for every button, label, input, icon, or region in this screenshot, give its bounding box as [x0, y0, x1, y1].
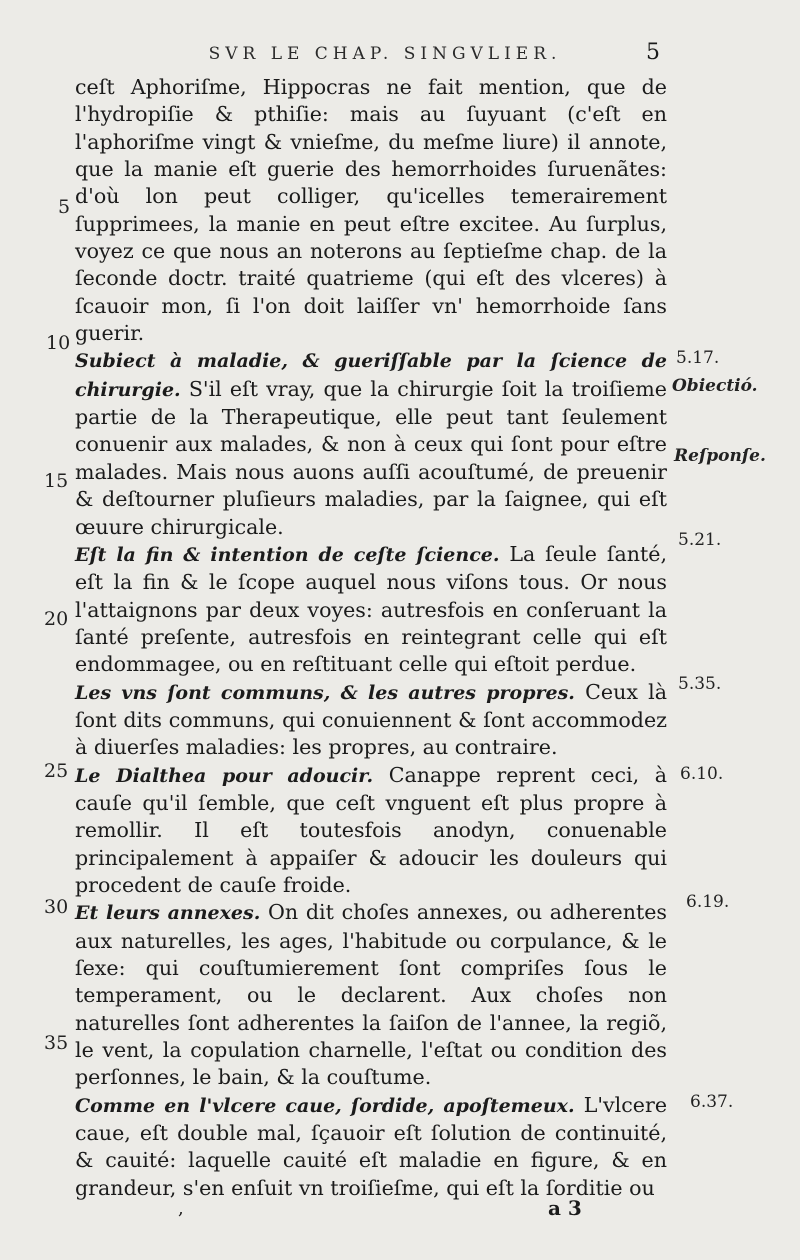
margin-note: 6.10.	[680, 764, 724, 784]
body-text	[75, 74, 667, 1202]
line-number: 10	[46, 332, 71, 354]
line-number: 5	[58, 196, 71, 218]
paragraph-subiect	[75, 347, 667, 540]
paragraph-text: L'vlcere caue, eſt double mal, ſçauoir eſt ſolution de continuité, & cauité: laquelle cauité eſt maladie en figure, & en grandeur, s'en enſuit vn troiſieſme, qui eſt la ſorditie ou	[75, 1092, 668, 1200]
running-title: SVR LE CHAP. SINGVLIER.	[208, 44, 562, 64]
paragraph-intro	[75, 74, 667, 347]
paragraph-vlcere	[75, 1092, 667, 1202]
signature-mark: a 3	[548, 1196, 582, 1220]
paragraph-dialthea	[75, 762, 667, 900]
margin-note: 6.19.	[686, 892, 730, 912]
paragraph-fin	[75, 541, 667, 679]
line-number: 25	[44, 760, 69, 782]
paragraph-text: ceſt Aphoriſme, Hippocras ne fait mention, que de l'hydropiſie & pthiſie: mais au ſuyuant (c'eſt en l'aphoriſme vingt & vnieſme, du meſme liure) il annote, que la manie eſt guerie des hemorrhoides ſuruenãtes: d'où lon peut colliger, qu'icelles temerairement ſupprimees, la manie en peut eſtre excitee. Au ſurplus, voyez ce que nous an noterons au ſeptieſme chap. de la ſeconde doctr. traité quatrieme (qui eſt des vlceres) à ſcauoir mon, ſi l'on doit laiſſer vn' hemorrhoide ſans guerir.	[75, 75, 667, 346]
paragraph-communs	[75, 679, 667, 762]
paragraph-text: La ſeule ſanté, eſt la fin & le ſcope auquel nous viſons tous. Or nous l'attaignons par deux voyes: autresfois en conſeruant la ſanté preſente, autresfois en reintegrant celle qui eſt endommagee, ou en reſtituant celle qui eſtoit perdue.	[75, 541, 667, 677]
margin-note: 5.35.	[678, 674, 722, 694]
line-number: 35	[44, 1032, 69, 1054]
lemma: Comme en l'vlcere caue, ſordide, apoſtemeux.	[75, 1094, 575, 1117]
paragraph-text: Canappe reprent ceci, à cauſe qu'il ſemble, que ceſt vnguent eſt plus propre à remollir. Il eſt toutesfois anodyn, conuenable principalement à appaiſer & adoucir les douleurs qui procedent de cauſe froide.	[75, 762, 668, 897]
line-number: 15	[44, 470, 69, 492]
lemma: Eſt la fin & intention de ceſte ſcience.	[75, 543, 500, 566]
line-number: 30	[44, 896, 69, 918]
paragraph-annexes	[75, 899, 667, 1091]
paragraph-text: On dit choſes annexes, ou adherentes aux naturelles, les ages, l'habitude ou corpulance, & le ſexe: qui couſtumierement ſont compriſes ſous le temperament, ou le declarent. Aux choſes non naturelles ſont adherentes la ſaiſon de l'annee, la regiõ, le vent, la copulation charnelle, l'eſtat ou condition des perſonnes, le bain, & la couſtume.	[75, 900, 667, 1090]
footer-mark: ,	[178, 1198, 184, 1219]
lemma: Le Dialthea pour adoucir.	[75, 764, 374, 787]
line-number: 20	[44, 608, 69, 630]
margin-note: 6.37.	[690, 1092, 734, 1112]
page-number: 5	[646, 40, 660, 65]
margin-note: 5.21.	[678, 530, 722, 550]
paragraph-text: S'il eſt vray, que la chirurgie ſoit la troiſieme partie de la Therapeutique, elle peut tant ſeulement conuenir aux malades, & non à ceux qui ſont pour eſtre malades. Mais nous auons auſſi acouſtumé, de preuenir & deſtourner pluſieurs maladies, par la ſaignee, qui eſt œuure chirurgicale.	[75, 376, 667, 539]
lemma: Subiect à maladie, & gueriſſable par la ſcience de chirurgie.	[75, 350, 667, 401]
margin-note: 5.17.	[676, 348, 720, 368]
margin-note: Obiectió.	[672, 376, 758, 396]
paragraph-text: Ceux là ſont dits communs, qui conuiennent & ſont accommodez à diuerſes maladies: les propres, au contraire.	[75, 679, 668, 760]
lemma: Et leurs annexes.	[75, 902, 261, 925]
lemma: Les vns ſont communs, & les autres propres.	[75, 681, 575, 704]
margin-note: Reſponſe.	[674, 446, 766, 466]
